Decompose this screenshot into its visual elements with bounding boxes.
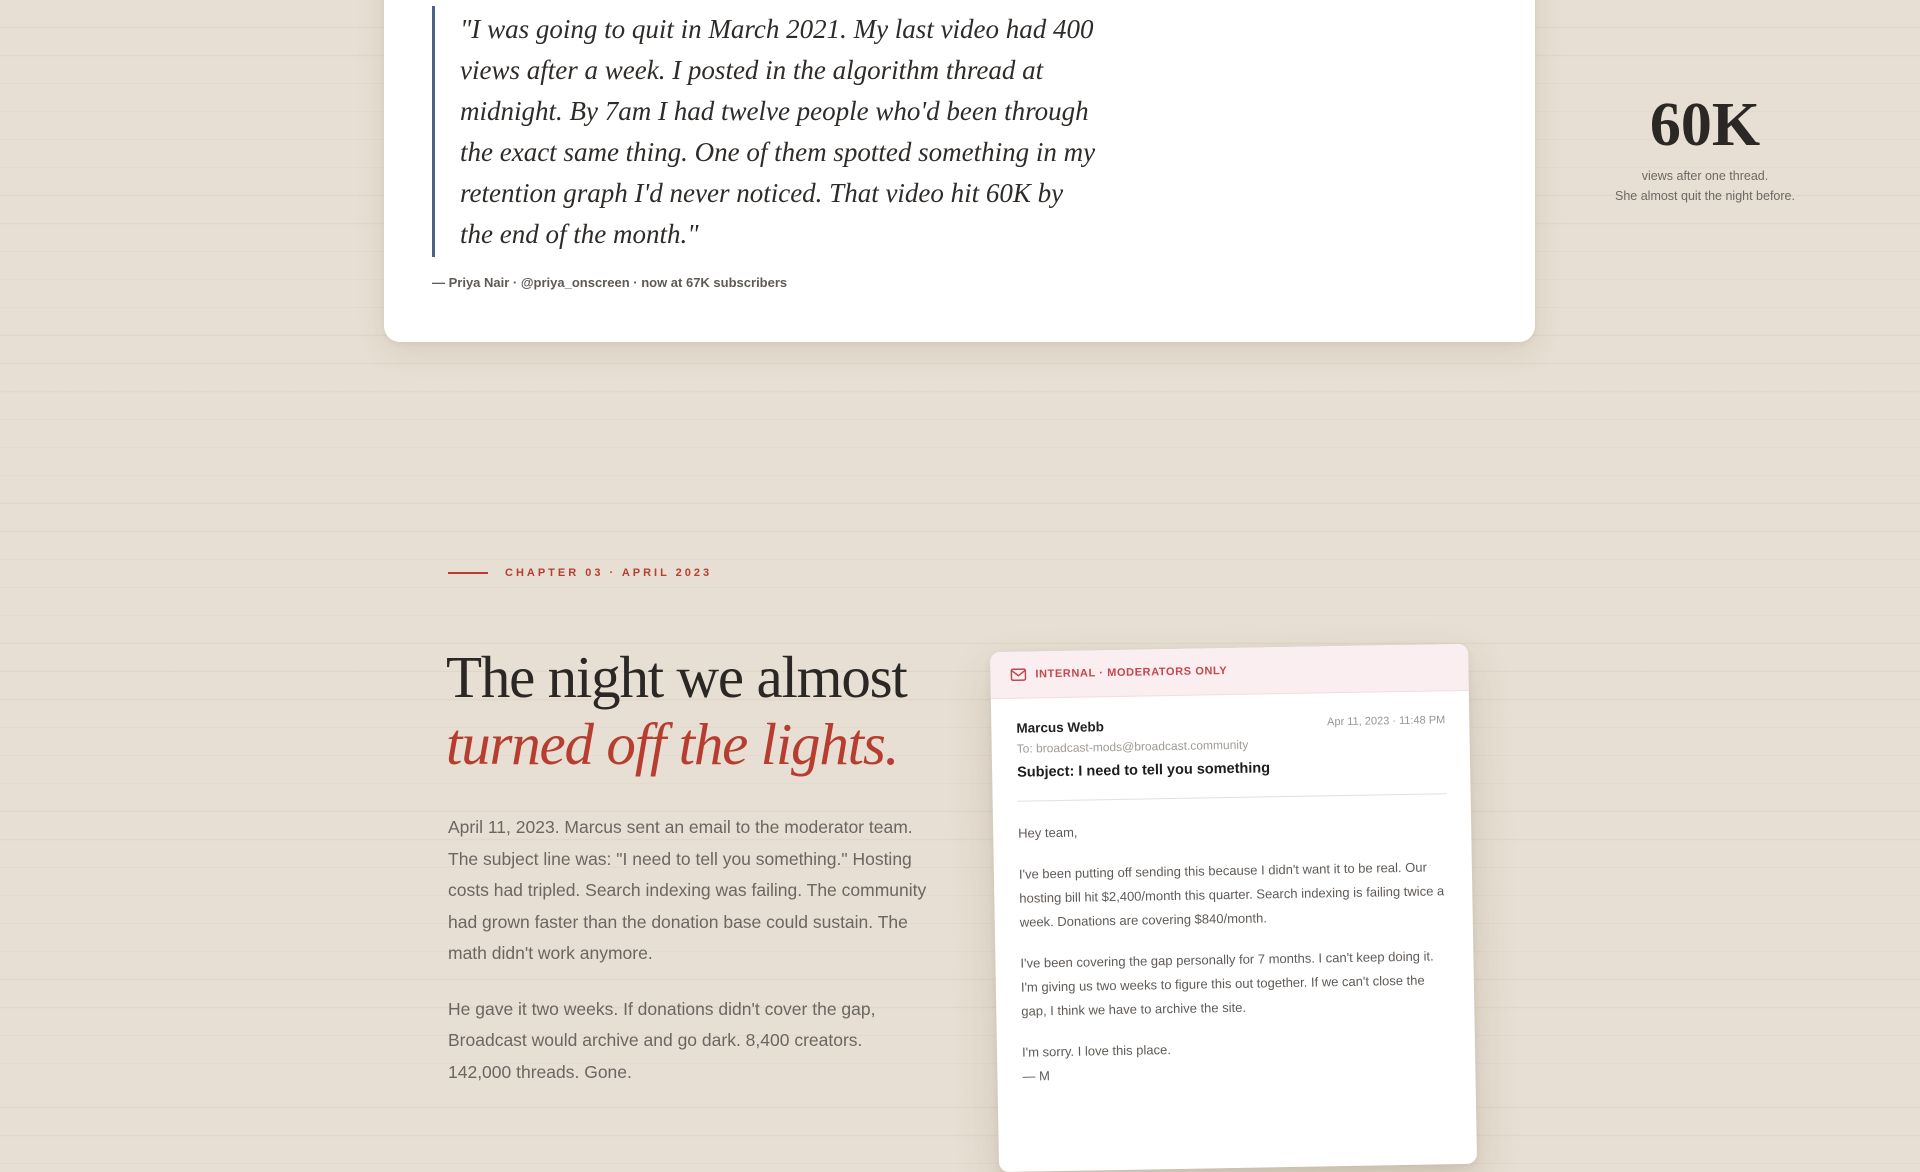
chapter-headline: [446, 644, 907, 778]
mail-icon: [1010, 668, 1026, 682]
chapter-body: [448, 812, 928, 1112]
email-paragraph: I've been covering the gap personally for 7 months. I can't keep doing it. I'm giving us two weeks to figure this out together. If we can't close the gap, I think we have to archive the site.: [1020, 948, 1434, 1019]
stat-caption-line-1: views after one thread.: [1641, 169, 1769, 183]
email-greeting: Hey team,: [1018, 824, 1078, 841]
email-card: [990, 644, 1477, 1172]
email-paragraph: I've been putting off sending this because I didn't want it to be real. Our hosting bill hit $2,400/month this quarter. Search indexing is failing twice a week. Donations are covering $840/month.: [1018, 859, 1445, 930]
email-sender: Marcus Webb: [1016, 719, 1105, 736]
stat-caption: [1514, 166, 1896, 206]
email-body: [991, 691, 1476, 1089]
chapter-eyebrow: [448, 567, 712, 579]
email-timestamp: Apr 11, 2023 · 11:48 PM: [1326, 714, 1446, 729]
stat-value: 60K: [1649, 91, 1761, 159]
email-closing: I'm sorry. I love this place.: [1021, 1042, 1172, 1060]
testimonial-attribution: — Priya Nair · @priya_onscreen · now at 67K subscribers: [432, 275, 788, 290]
email-divider: [1018, 793, 1447, 801]
email-subject: Subject: I need to tell you something: [1017, 760, 1271, 781]
chapter-paragraph: He gave it two weeks. If donations didn't cover the gap, Broadcast would archive and go dark. 8,400 creators. 142,000 threads. Gone.: [448, 998, 876, 1082]
testimonial-quote-block: [432, 6, 1100, 257]
testimonial-quote: "I was going to quit in March 2021. My last video had 400 views after a week. I posted in the algorithm thread at midnight. By 7am I had twelve people who'd been through the exact same thing. One of them spotted something in my retention graph I'd never noticed. That video hit 60K by the end of the month.": [460, 14, 1096, 249]
email-header: [990, 644, 1469, 699]
headline-line-1: The night we almost: [446, 644, 907, 710]
email-signature: — M: [1022, 1068, 1051, 1084]
stat-caption-line-2: She almost quit the night before.: [1615, 189, 1795, 203]
email-recipient: To: broadcast-mods@broadcast.community: [1016, 737, 1249, 756]
headline-line-2-accent: turned off the lights.: [446, 711, 899, 777]
chapter-rule-divider: [448, 572, 488, 574]
chapter-label: CHAPTER 03 · APRIL 2023: [505, 567, 713, 579]
email-message: [1018, 814, 1452, 1088]
testimonial-card: [384, 0, 1795, 342]
email-header-label: INTERNAL · MODERATORS ONLY: [1035, 665, 1228, 681]
chapter-paragraph: April 11, 2023. Marcus sent an email to the moderator team. The subject line was: "I need to tell you something." Hosting costs had tripled. Search indexing was failing. The community had grown faster than the donation base could sustain. The math didn't work anymore.: [448, 817, 927, 963]
